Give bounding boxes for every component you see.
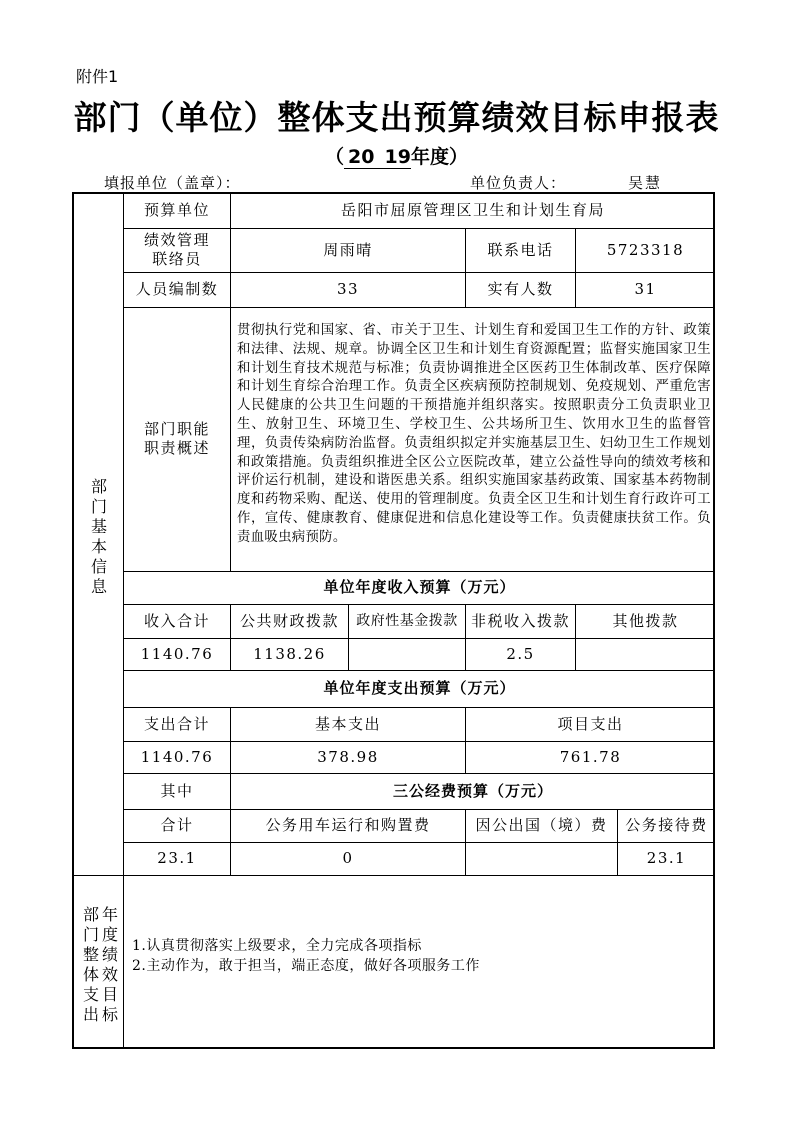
- expense-value: 1140.76: [140, 747, 214, 766]
- year-line: [0, 142, 793, 169]
- duty-label-line1: 部门职能: [143, 420, 210, 438]
- vertical-char: 绩: [101, 945, 118, 964]
- year-prefix: 20: [348, 146, 375, 168]
- vertical-char: 支: [82, 985, 99, 1004]
- attachment-label: 附件1: [76, 67, 119, 86]
- sangong-header: 公务接待费: [625, 816, 708, 834]
- duty-label-line2: 职责概述: [143, 439, 210, 457]
- income-header: 收入合计: [143, 611, 210, 630]
- goals-label-col2: [101, 905, 119, 1025]
- vertical-char: 整: [82, 945, 99, 964]
- expense-value: 761.78: [559, 747, 622, 766]
- perf-manager-label: [124, 228, 230, 272]
- perf-manager-label-line1: 绩效管理: [143, 231, 210, 249]
- goal-item: 1.认真贯彻落实上级要求，全力完成各项指标: [132, 938, 422, 954]
- duty-label: [124, 307, 230, 571]
- section-basic-text: [90, 477, 108, 597]
- section-basic-label: [90, 477, 108, 597]
- grid-line: [230, 307, 231, 571]
- staff-quota-value: 33: [336, 280, 360, 298]
- income-header: 公共财政拨款: [239, 611, 339, 630]
- vertical-char: 目: [101, 985, 118, 1004]
- sangong-title: 三公经费预算（万元）: [392, 781, 553, 800]
- staff-actual-value: 31: [634, 280, 657, 298]
- goals-label-col1-text: [82, 905, 100, 1025]
- year-field: [344, 146, 411, 169]
- income-header: 政府性基金拨款: [356, 612, 458, 629]
- sangong-value: 0: [342, 849, 354, 867]
- goal-item: 2.主动作为，敢于担当，端正态度，做好各项服务工作: [132, 958, 480, 974]
- vertical-char: 门: [82, 925, 99, 944]
- income-value: [349, 638, 465, 670]
- expense-value: 378.98: [317, 747, 379, 766]
- page-title: 部门（单位）整体支出预算绩效目标申报表: [73, 98, 720, 137]
- vertical-char: 本: [90, 537, 107, 556]
- sangong-header: 合计: [160, 816, 194, 834]
- goals-list: [132, 936, 480, 976]
- vertical-char: 标: [101, 1005, 118, 1024]
- vertical-char: 部: [82, 905, 99, 924]
- sangong-header: 因公出国（境）费: [475, 816, 608, 834]
- phone-value: 5723318: [606, 240, 685, 259]
- vertical-char: 息: [90, 577, 107, 596]
- leader-label: 单位负责人：: [470, 174, 567, 192]
- vertical-char: 基: [90, 517, 107, 536]
- perf-manager-value: 周雨晴: [323, 240, 373, 259]
- fill-unit-label: 填报单位（盖章）：: [104, 174, 241, 192]
- year-value: 19: [384, 146, 411, 168]
- vertical-char: 信: [90, 557, 107, 576]
- income-value: 2.5: [506, 644, 535, 663]
- expense-header: 项目支出: [557, 714, 624, 733]
- of-which-label: 其中: [160, 781, 194, 800]
- phone-label: 联系电话: [487, 240, 554, 259]
- year-open: （: [325, 146, 345, 168]
- vertical-char: 体: [82, 965, 99, 984]
- vertical-char: 效: [101, 965, 118, 984]
- staff-actual-label: 实有人数: [487, 280, 554, 298]
- vertical-char: 部: [90, 477, 107, 496]
- vertical-char: 年: [101, 905, 118, 924]
- vertical-char: 度: [101, 925, 118, 944]
- expense-header: 基本支出: [314, 714, 381, 733]
- year-suffix: 年度）: [410, 146, 468, 168]
- expense-header: 支出合计: [143, 714, 210, 733]
- staff-quota-label: 人员编制数: [135, 280, 219, 298]
- budget-unit-label: 预算单位: [143, 201, 210, 219]
- leader-name: 吴慧: [628, 174, 663, 192]
- grid-line: [72, 875, 715, 876]
- income-value: [576, 638, 715, 670]
- income-header: 非税收入拨款: [470, 611, 570, 630]
- income-header: 其他拨款: [612, 611, 679, 630]
- income-value: 1140.76: [140, 644, 214, 663]
- perf-manager-label-line2: 联络员: [152, 250, 202, 268]
- income-value: 1138.26: [253, 644, 326, 663]
- vertical-char: 门: [90, 497, 107, 516]
- duty-text: 贯彻执行党和国家、省、市关于卫生、计划生育和爱国卫生工作的方针、政策和法律、法规、规章。协调全区卫生和计划生育资源配置；监督实施国家卫生和计划生育技术规范与标准；负责协调推进全区医药卫生体制改革、医疗保障和计划生育综合治理工作。负责全区疾病预防控制规划、免疫规划、严重危害人民健康的公共卫生问题的干预措施并组织落实。按照职责分工负责职业卫生、放射卫生、环境卫生、学校卫生、公共场所卫生、饮用水卫生的监督管理，负责传染病防治监督。负责组织拟定并实施基层卫生、妇幼卫生工作规划和政策措施。负责组织推进全区公立医院改革，建立公益性导向的绩效考核和评价运行机制，建设和谐医患关系。组织实施国家基药政策、国家基本药物制度和药物采购、配送、使用的管理制度。负责全区卫生和计划生育行政许可工作，宣传、健康教育、健康促进和信息化建设等工作。负责健康扶贫工作。负责血吸虫病预防。: [237, 323, 711, 545]
- sangong-value: 23.1: [157, 849, 197, 867]
- goals-label-col2-text: [101, 905, 119, 1025]
- sangong-header: 公务用车运行和购置费: [265, 816, 431, 834]
- sangong-value: [466, 842, 617, 875]
- income-title: 单位年度收入预算（万元）: [323, 578, 516, 596]
- expense-title: 单位年度支出预算（万元）: [323, 679, 516, 697]
- vertical-char: 出: [82, 1005, 99, 1024]
- sangong-value: 23.1: [646, 849, 687, 867]
- goals-label-col1: [82, 905, 100, 1025]
- budget-unit-value: 岳阳市屈原管理区卫生和计划生育局: [340, 201, 605, 219]
